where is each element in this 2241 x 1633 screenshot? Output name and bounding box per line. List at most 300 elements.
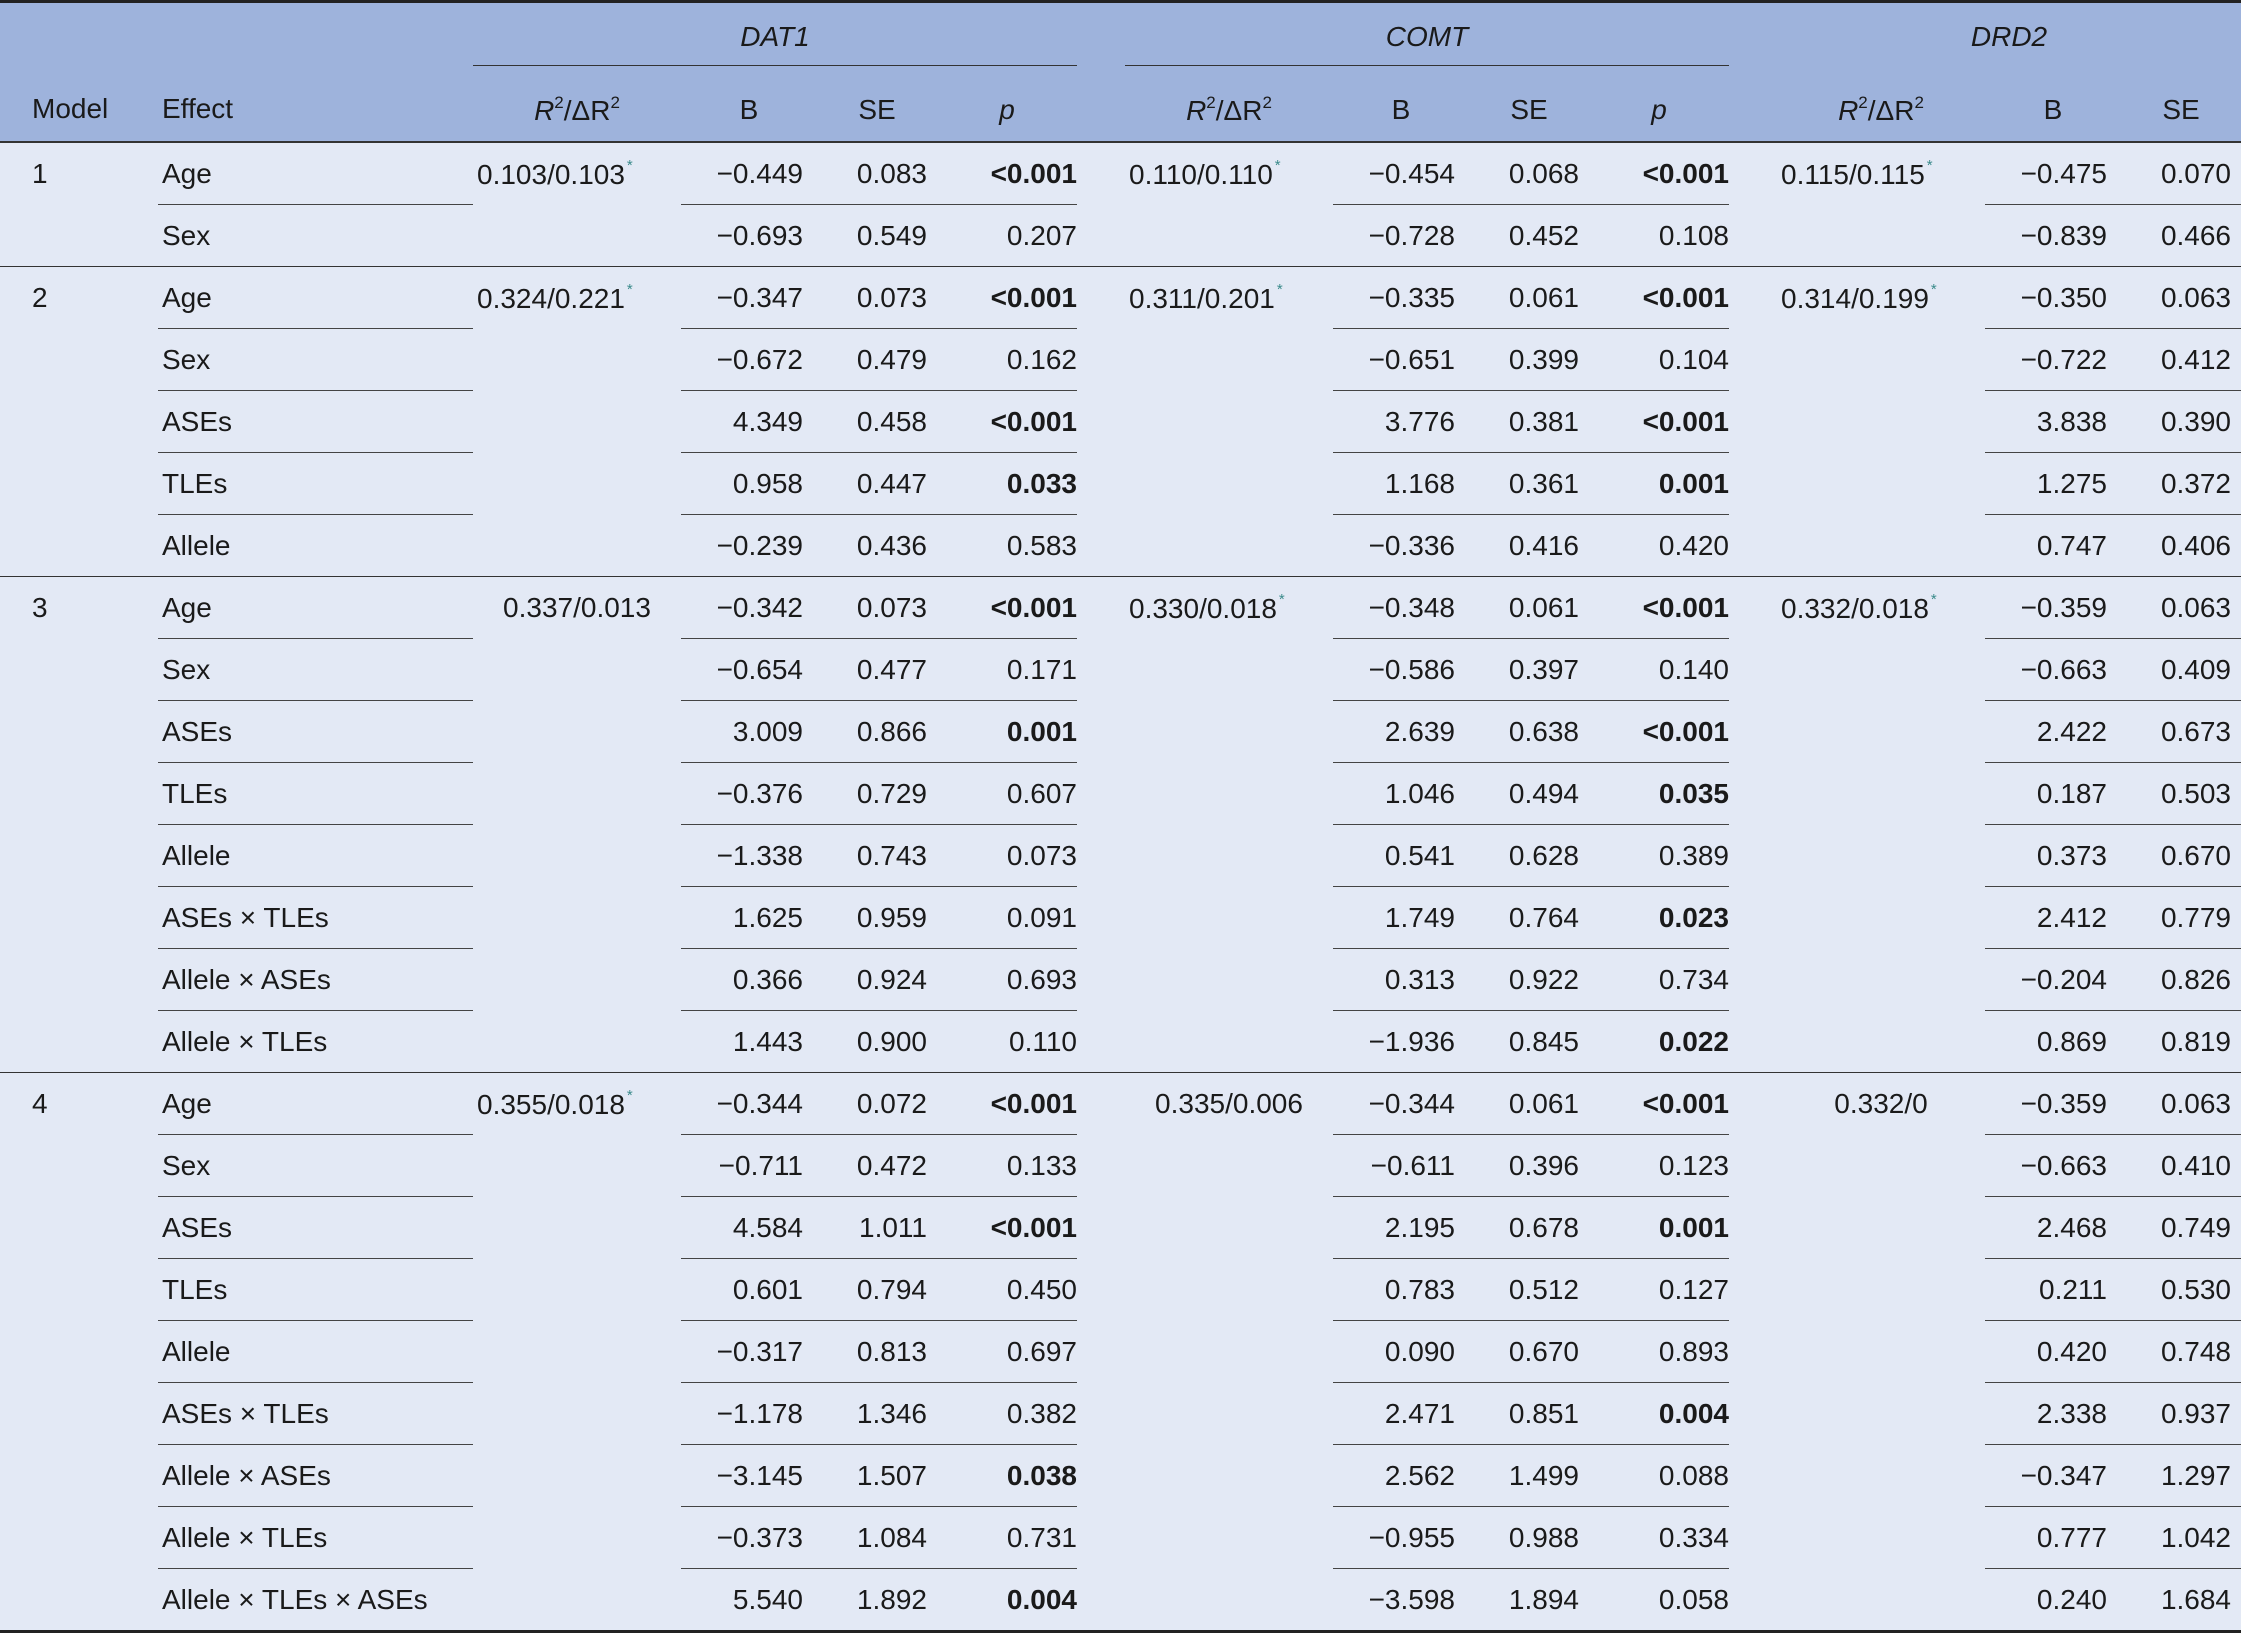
header-se-dat1: SE [817,79,937,142]
se-value: 0.061 [1469,577,1589,639]
p-value: <0.001 [937,1073,1077,1135]
r2-text: 0.110/0.110 [1129,158,1273,190]
r2-cell [473,1321,681,1383]
b-value: 5.540 [681,1569,817,1632]
header-r2-separator: /ΔR [1215,95,1263,126]
se-value: 1.297 [2121,1445,2241,1507]
r2-cell [1777,1197,1985,1259]
r2-cell [473,1569,681,1632]
se-value: 0.397 [1469,639,1589,701]
r2-cell [1125,639,1333,701]
b-value: 0.777 [1985,1507,2121,1569]
r2-cell [1777,1507,1985,1569]
effect-label: Sex [158,329,473,391]
table-row [0,453,2241,515]
b-value: 0.783 [1333,1259,1469,1321]
significance-star: * [1274,156,1281,174]
r2-cell [1777,887,1985,949]
effect-label: TLEs [158,453,473,515]
b-value: −0.204 [1985,949,2121,1011]
se-value: 0.549 [817,205,937,267]
se-value: 0.749 [2121,1197,2241,1259]
se-value: 0.638 [1469,701,1589,763]
r2-cell [1777,701,1985,763]
r2-cell [473,1259,681,1321]
b-value: 0.090 [1333,1321,1469,1383]
se-value: 0.068 [1469,142,1589,205]
se-value: 0.743 [817,825,937,887]
b-value: −0.373 [681,1507,817,1569]
effect-label: Age [158,577,473,639]
se-value: 0.073 [817,267,937,329]
b-value: 0.601 [681,1259,817,1321]
table-row [0,1321,2241,1383]
se-value: 0.070 [2121,142,2241,205]
b-value: −0.344 [1333,1073,1469,1135]
effect-label: Age [158,1073,473,1135]
effect-label: Sex [158,205,473,267]
se-value: 0.673 [2121,701,2241,763]
b-value: −0.672 [681,329,817,391]
p-value: 0.004 [937,1569,1077,1632]
se-value: 0.472 [817,1135,937,1197]
se-value: 1.346 [817,1383,937,1445]
r2-cell [473,1197,681,1259]
b-value: −0.350 [1985,267,2121,329]
p-value: 0.731 [937,1507,1077,1569]
table-row [0,267,2241,329]
se-value: 0.372 [2121,453,2241,515]
se-value: 0.819 [2121,1011,2241,1073]
r2-value-dat1 [473,267,681,329]
r2-cell [1777,825,1985,887]
effect-label: TLEs [158,763,473,825]
r2-value-comt [1125,267,1333,329]
se-value: 0.399 [1469,329,1589,391]
r2-cell [1125,763,1333,825]
se-value: 0.416 [1469,515,1589,577]
effect-label: Allele [158,825,473,887]
b-value: 2.562 [1333,1445,1469,1507]
b-value: −0.711 [681,1135,817,1197]
b-value: 2.468 [1985,1197,2121,1259]
se-value: 1.011 [817,1197,937,1259]
model-cell [0,1259,158,1321]
b-value: −0.347 [681,267,817,329]
se-value: 0.406 [2121,515,2241,577]
b-value: −1.178 [681,1383,817,1445]
r2-cell [473,949,681,1011]
se-value: 0.988 [1469,1507,1589,1569]
r2-cell [473,515,681,577]
p-value: <0.001 [937,391,1077,453]
r2-cell [1777,515,1985,577]
r2-cell [1125,1321,1333,1383]
p-value: <0.001 [1589,1073,1729,1135]
b-value: 4.349 [681,391,817,453]
header-r2-drd2 [1777,79,1985,142]
table-row [0,1569,2241,1632]
r2-cell [1777,1383,1985,1445]
p-value: 0.607 [937,763,1077,825]
model-cell [0,1569,158,1632]
p-value: <0.001 [937,142,1077,205]
r2-cell [1125,1259,1333,1321]
r2-cell [1777,205,1985,267]
b-value: 2.471 [1333,1383,1469,1445]
r2-value-drd2 [1777,142,1985,205]
r2-text: 0.332/0 [1834,1087,1928,1119]
r2-cell [473,329,681,391]
b-value: −0.454 [1333,142,1469,205]
b-value: −0.359 [1985,577,2121,639]
significance-star: * [1278,590,1285,608]
r2-cell [1777,1011,1985,1073]
table-row [0,391,2241,453]
r2-cell [1125,1569,1333,1632]
r2-cell [473,701,681,763]
p-value: 0.420 [1589,515,1729,577]
model-cell [0,515,158,577]
p-value: 0.389 [1589,825,1729,887]
se-value: 0.866 [817,701,937,763]
effect-label: TLEs [158,1259,473,1321]
b-value: −0.722 [1985,329,2121,391]
p-value: 0.334 [1589,1507,1729,1569]
se-value: 0.466 [2121,205,2241,267]
r2-cell [1777,1135,1985,1197]
table-row [0,142,2241,205]
table-row [0,205,2241,267]
header-r2-superscript: 2 [610,93,620,112]
r2-cell [1777,1259,1985,1321]
se-value: 0.748 [2121,1321,2241,1383]
r2-cell [1125,1197,1333,1259]
significance-star: * [626,280,633,298]
se-value: 0.447 [817,453,937,515]
model-cell [0,949,158,1011]
se-value: 0.083 [817,142,937,205]
p-value: 0.697 [937,1321,1077,1383]
b-value: −0.654 [681,639,817,701]
b-value: −0.342 [681,577,817,639]
table-row [0,639,2241,701]
b-value: 1.168 [1333,453,1469,515]
se-value: 0.412 [2121,329,2241,391]
effect-label: Sex [158,639,473,701]
se-value: 0.779 [2121,887,2241,949]
se-value: 0.678 [1469,1197,1589,1259]
table-row [0,329,2241,391]
r2-value-drd2 [1777,267,1985,329]
p-value: 0.171 [937,639,1077,701]
se-value: 0.436 [817,515,937,577]
model-cell [0,1383,158,1445]
se-value: 0.390 [2121,391,2241,453]
table-row [0,701,2241,763]
effect-label: Age [158,142,473,205]
header-model: Model [0,2,158,143]
p-value: 0.110 [937,1011,1077,1073]
b-value: −0.955 [1333,1507,1469,1569]
r2-cell [1125,949,1333,1011]
b-value: −0.839 [1985,205,2121,267]
se-value: 0.764 [1469,887,1589,949]
r2-cell [473,1011,681,1073]
header-b-drd2: B [1985,79,2121,142]
se-value: 0.381 [1469,391,1589,453]
table-row [0,1445,2241,1507]
p-value: 0.108 [1589,205,1729,267]
se-value: 1.084 [817,1507,937,1569]
table-row [0,1507,2241,1569]
header-effect: Effect [158,2,473,143]
model-cell [0,639,158,701]
model-number: 4 [0,1073,158,1135]
significance-star: * [1926,156,1933,174]
se-value: 0.458 [817,391,937,453]
se-value: 0.794 [817,1259,937,1321]
r2-text: 0.311/0.201 [1129,282,1275,314]
r2-text: 0.355/0.018 [477,1088,625,1120]
r2-cell [1777,453,1985,515]
se-value: 0.512 [1469,1259,1589,1321]
p-value: <0.001 [937,1197,1077,1259]
r2-text: 0.330/0.018 [1129,592,1277,624]
significance-star: * [626,1086,633,1104]
b-value: 4.584 [681,1197,817,1259]
b-value: −0.611 [1333,1135,1469,1197]
se-value: 0.063 [2121,577,2241,639]
header-se-drd2: SE [2121,79,2241,142]
table-row [0,515,2241,577]
header-se-comt: SE [1469,79,1589,142]
r2-cell [1777,329,1985,391]
r2-cell [1125,1135,1333,1197]
r2-cell [1777,391,1985,453]
effect-label: Allele × ASEs [158,949,473,1011]
header-b-comt: B [1333,79,1469,142]
p-value: 0.058 [1589,1569,1729,1632]
se-value: 0.900 [817,1011,937,1073]
model-cell [0,1445,158,1507]
se-value: 0.959 [817,887,937,949]
r2-cell [473,763,681,825]
b-value: 0.869 [1985,1011,2121,1073]
r2-cell [1125,205,1333,267]
effect-label: Allele [158,515,473,577]
p-value: 0.693 [937,949,1077,1011]
gene-header-comt: COMT [1125,2,1729,80]
model-cell [0,825,158,887]
se-value: 1.892 [817,1569,937,1632]
b-value: −0.693 [681,205,817,267]
p-value: 0.382 [937,1383,1077,1445]
p-value: 0.207 [937,205,1077,267]
se-value: 0.479 [817,329,937,391]
p-value: 0.004 [1589,1383,1729,1445]
r2-text: 0.332/0.018 [1781,592,1929,624]
b-value: −0.586 [1333,639,1469,701]
se-value: 0.628 [1469,825,1589,887]
table-row [0,577,2241,639]
r2-text: 0.335/0.006 [1155,1087,1303,1119]
b-value: −0.728 [1333,205,1469,267]
p-value: 0.001 [1589,453,1729,515]
p-value: 0.038 [937,1445,1077,1507]
b-value: −0.359 [1985,1073,2121,1135]
b-value: 0.211 [1985,1259,2121,1321]
r2-cell [1777,949,1985,1011]
p-value: 0.123 [1589,1135,1729,1197]
r2-cell [473,1445,681,1507]
b-value: −0.239 [681,515,817,577]
se-value: 0.396 [1469,1135,1589,1197]
b-value: 0.541 [1333,825,1469,887]
header-r2-superscript: 2 [1858,93,1868,112]
effect-label: ASEs × TLEs [158,1383,473,1445]
model-cell [0,763,158,825]
p-value: 0.088 [1589,1445,1729,1507]
p-value: 0.001 [1589,1197,1729,1259]
r2-cell [1125,515,1333,577]
effect-label: Sex [158,1135,473,1197]
r2-cell [1125,391,1333,453]
r2-cell [1777,1445,1985,1507]
se-value: 0.063 [2121,1073,2241,1135]
r2-cell [1125,1011,1333,1073]
se-value: 0.409 [2121,639,2241,701]
model-cell [0,329,158,391]
p-value: 0.104 [1589,329,1729,391]
p-value: <0.001 [1589,267,1729,329]
b-value: 0.373 [1985,825,2121,887]
b-value: −0.475 [1985,142,2121,205]
header-r2-separator: /ΔR [563,95,611,126]
r2-cell [1125,825,1333,887]
p-value: 0.033 [937,453,1077,515]
model-cell [0,887,158,949]
b-value: −0.335 [1333,267,1469,329]
b-value: 3.776 [1333,391,1469,453]
r2-cell [473,453,681,515]
b-value: −0.663 [1985,639,2121,701]
table-row [0,825,2241,887]
b-value: 3.009 [681,701,817,763]
r2-cell [1125,887,1333,949]
se-value: 0.494 [1469,763,1589,825]
r2-cell [1777,763,1985,825]
r2-cell [473,391,681,453]
r2-cell [473,205,681,267]
r2-text: 0.314/0.199 [1781,282,1929,314]
r2-cell [1777,1321,1985,1383]
se-value: 0.063 [2121,267,2241,329]
se-value: 1.894 [1469,1569,1589,1632]
effect-label: Allele × ASEs [158,1445,473,1507]
effect-label: ASEs [158,701,473,763]
r2-cell [1125,329,1333,391]
se-value: 0.670 [1469,1321,1589,1383]
table-row [0,1135,2241,1197]
model-cell [0,453,158,515]
p-value: 0.162 [937,329,1077,391]
model-cell [0,391,158,453]
p-value: 0.734 [1589,949,1729,1011]
p-value: <0.001 [1589,142,1729,205]
se-value: 0.061 [1469,1073,1589,1135]
p-value: 0.133 [937,1135,1077,1197]
b-value: −0.347 [1985,1445,2121,1507]
r2-cell [1125,1383,1333,1445]
se-value: 0.361 [1469,453,1589,515]
b-value: 0.958 [681,453,817,515]
table-row [0,949,2241,1011]
r2-cell [473,825,681,887]
b-value: −3.598 [1333,1569,1469,1632]
p-value: 0.035 [1589,763,1729,825]
header-p-comt: p [1589,79,1729,142]
b-value: −0.344 [681,1073,817,1135]
se-value: 0.813 [817,1321,937,1383]
effect-label: Allele [158,1321,473,1383]
b-value: 0.187 [1985,763,2121,825]
effect-label: ASEs [158,1197,473,1259]
b-value: 2.412 [1985,887,2121,949]
b-value: −0.348 [1333,577,1469,639]
table-row [0,1197,2241,1259]
table-row [0,1259,2241,1321]
b-value: 1.443 [681,1011,817,1073]
significance-star: * [1930,590,1937,608]
b-value: 2.338 [1985,1383,2121,1445]
model-cell [0,1135,158,1197]
table-header [0,2,2241,143]
p-value: 0.023 [1589,887,1729,949]
p-value: 0.022 [1589,1011,1729,1073]
se-value: 0.937 [2121,1383,2241,1445]
r2-text: 0.115/0.115 [1781,158,1925,190]
p-value: 0.583 [937,515,1077,577]
p-value: 0.893 [1589,1321,1729,1383]
b-value: −1.338 [681,825,817,887]
se-value: 1.499 [1469,1445,1589,1507]
table-row [0,1011,2241,1073]
b-value: 0.240 [1985,1569,2121,1632]
model-cell [0,1321,158,1383]
r2-cell [473,639,681,701]
r2-cell [1125,1445,1333,1507]
b-value: −0.317 [681,1321,817,1383]
b-value: 1.749 [1333,887,1469,949]
header-p-dat1: p [937,79,1077,142]
effect-label: Age [158,267,473,329]
table-row [0,887,2241,949]
b-value: −0.336 [1333,515,1469,577]
se-value: 0.073 [817,577,937,639]
header-r2-superscript: 2 [554,93,564,112]
se-value: 0.670 [2121,825,2241,887]
se-value: 0.061 [1469,267,1589,329]
header-r2-separator: /ΔR [1867,95,1915,126]
r2-cell [1125,701,1333,763]
se-value: 0.452 [1469,205,1589,267]
b-value: 0.747 [1985,515,2121,577]
r2-value-comt [1125,577,1333,639]
b-value: −1.936 [1333,1011,1469,1073]
se-value: 0.477 [817,639,937,701]
effect-label: ASEs × TLEs [158,887,473,949]
